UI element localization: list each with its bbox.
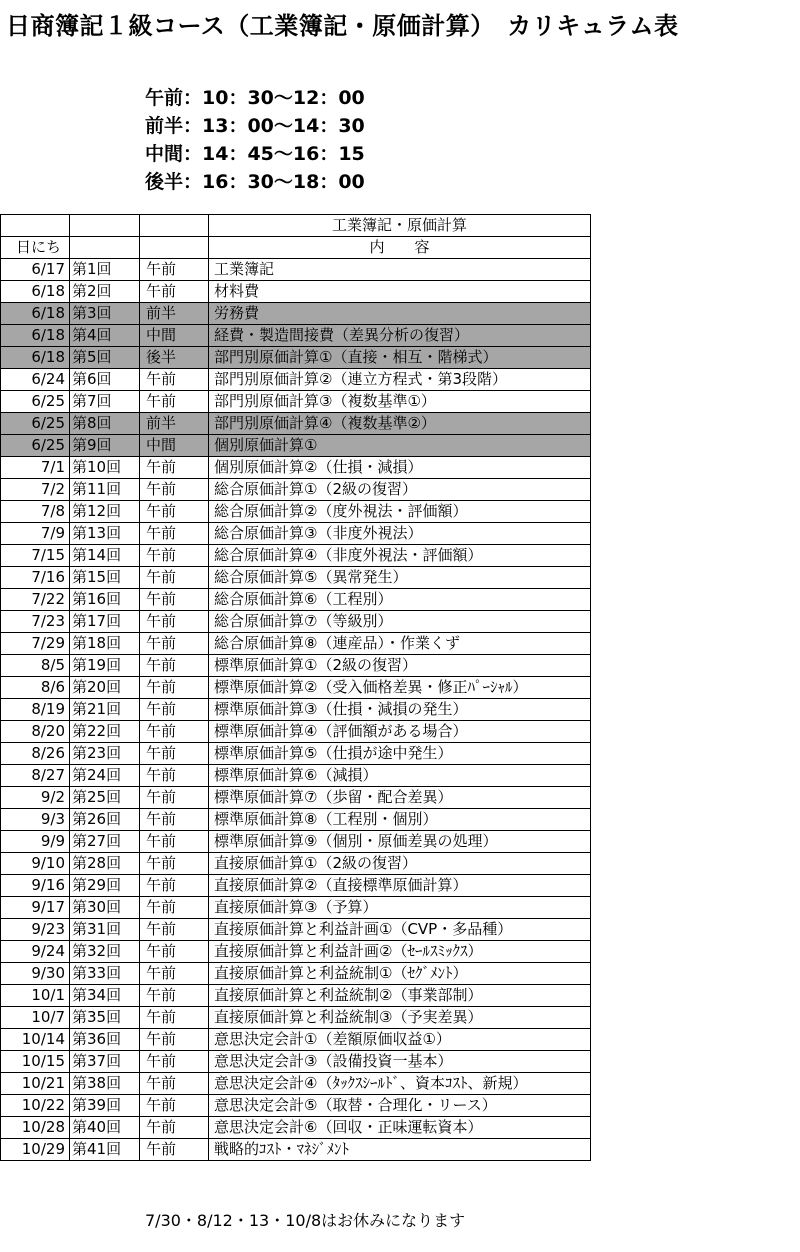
content-cell: 意思決定会計⑤（取替・合理化・リース） xyxy=(209,1095,591,1117)
date-cell: 9/23 xyxy=(1,919,70,941)
content-cell: 個別原価計算②（仕損・減損） xyxy=(209,457,591,479)
time-slot-cell: 午前 xyxy=(140,1117,209,1139)
session-number-cell: 第12回 xyxy=(70,501,140,523)
table-row xyxy=(1,875,591,897)
session-number-cell: 第8回 xyxy=(70,413,140,435)
session-number-cell: 第16回 xyxy=(70,589,140,611)
table-header-row xyxy=(1,237,591,259)
content-cell: 戦略的ｺｽﾄ・ﾏﾈｼﾞﾒﾝﾄ xyxy=(209,1139,591,1161)
time-slot-cell: 午前 xyxy=(140,743,209,765)
session-number-cell: 第18回 xyxy=(70,633,140,655)
session-number-cell: 第15回 xyxy=(70,567,140,589)
time-slot-cell: 午前 xyxy=(140,391,209,413)
table-row xyxy=(1,567,591,589)
date-cell: 8/5 xyxy=(1,655,70,677)
content-cell: 総合原価計算③（非度外視法） xyxy=(209,523,591,545)
date-cell: 6/18 xyxy=(1,325,70,347)
table-row xyxy=(1,1073,591,1095)
table-row xyxy=(1,501,591,523)
content-cell: 部門別原価計算④（複数基準②） xyxy=(209,413,591,435)
date-cell: 10/22 xyxy=(1,1095,70,1117)
session-number-cell: 第25回 xyxy=(70,787,140,809)
session-number-cell: 第19回 xyxy=(70,655,140,677)
table-row xyxy=(1,1139,591,1161)
table-row xyxy=(1,1095,591,1117)
content-cell: 材料費 xyxy=(209,281,591,303)
table-row xyxy=(1,677,591,699)
session-number-cell: 第28回 xyxy=(70,853,140,875)
table-row xyxy=(1,369,591,391)
time-slot-cell: 午前 xyxy=(140,1007,209,1029)
time-slot-cell: 午前 xyxy=(140,1073,209,1095)
session-number-cell: 第41回 xyxy=(70,1139,140,1161)
table-row xyxy=(1,633,591,655)
session-number-cell: 第29回 xyxy=(70,875,140,897)
content-cell: 標準原価計算⑨（個別・原価差異の処理） xyxy=(209,831,591,853)
time-slot-cell: 午前 xyxy=(140,1051,209,1073)
content-cell: 総合原価計算②（度外視法・評価額） xyxy=(209,501,591,523)
session-number-cell: 第17回 xyxy=(70,611,140,633)
header-empty-cell xyxy=(140,237,209,259)
table-row xyxy=(1,941,591,963)
table-header-top-row xyxy=(1,215,591,237)
time-slot-cell: 中間 xyxy=(140,435,209,457)
date-cell: 6/25 xyxy=(1,413,70,435)
date-cell: 6/25 xyxy=(1,391,70,413)
time-slot-cell: 午前 xyxy=(140,875,209,897)
table-row xyxy=(1,985,591,1007)
date-cell: 7/23 xyxy=(1,611,70,633)
table-row xyxy=(1,853,591,875)
session-number-cell: 第13回 xyxy=(70,523,140,545)
content-cell: 直接原価計算①（2級の復習） xyxy=(209,853,591,875)
time-slot-cell: 午前 xyxy=(140,1029,209,1051)
table-row xyxy=(1,281,591,303)
table-row xyxy=(1,1051,591,1073)
content-cell: 部門別原価計算①（直接・相互・階梯式） xyxy=(209,347,591,369)
curriculum-table xyxy=(0,214,591,1161)
date-cell: 7/1 xyxy=(1,457,70,479)
content-cell: 標準原価計算⑧（工程別・個別） xyxy=(209,809,591,831)
table-row xyxy=(1,457,591,479)
time-slot-cell: 午前 xyxy=(140,787,209,809)
time-slot-cell: 午前 xyxy=(140,809,209,831)
session-number-cell: 第37回 xyxy=(70,1051,140,1073)
session-number-cell: 第33回 xyxy=(70,963,140,985)
time-slot-cell: 午前 xyxy=(140,369,209,391)
table-row xyxy=(1,831,591,853)
session-number-cell: 第21回 xyxy=(70,699,140,721)
date-cell: 10/14 xyxy=(1,1029,70,1051)
content-cell: 直接原価計算と利益統制①（ｾｸﾞﾒﾝﾄ） xyxy=(209,963,591,985)
time-slot-cell: 午前 xyxy=(140,721,209,743)
session-number-cell: 第23回 xyxy=(70,743,140,765)
session-number-cell: 第14回 xyxy=(70,545,140,567)
date-cell: 10/7 xyxy=(1,1007,70,1029)
session-number-cell: 第7回 xyxy=(70,391,140,413)
time-slot-cell: 午前 xyxy=(140,281,209,303)
time-slot-second-half: 後半：16：30～18：00 xyxy=(145,171,365,193)
session-number-cell: 第31回 xyxy=(70,919,140,941)
content-cell: 標準原価計算⑤（仕損が途中発生） xyxy=(209,743,591,765)
content-cell: 経費・製造間接費（差異分析の復習） xyxy=(209,325,591,347)
table-row xyxy=(1,919,591,941)
content-cell: 直接原価計算と利益計画②（ｾｰﾙｽﾐｯｸｽ） xyxy=(209,941,591,963)
table-row xyxy=(1,1007,591,1029)
table-row xyxy=(1,897,591,919)
time-slot-morning: 午前：10：30～12：00 xyxy=(145,87,365,109)
session-number-cell: 第9回 xyxy=(70,435,140,457)
date-cell: 6/18 xyxy=(1,281,70,303)
header-empty-cell xyxy=(70,237,140,259)
content-cell: 部門別原価計算③（複数基準①） xyxy=(209,391,591,413)
time-slot-cell: 前半 xyxy=(140,413,209,435)
session-number-cell: 第5回 xyxy=(70,347,140,369)
session-number-cell: 第34回 xyxy=(70,985,140,1007)
session-number-cell: 第22回 xyxy=(70,721,140,743)
date-cell: 6/17 xyxy=(1,259,70,281)
table-row xyxy=(1,523,591,545)
session-number-cell: 第30回 xyxy=(70,897,140,919)
session-number-cell: 第10回 xyxy=(70,457,140,479)
time-slot-cell: 午前 xyxy=(140,1139,209,1161)
content-cell: 標準原価計算④（評価額がある場合） xyxy=(209,721,591,743)
session-number-cell: 第27回 xyxy=(70,831,140,853)
header-content: 内 容 xyxy=(209,237,591,259)
date-cell: 8/27 xyxy=(1,765,70,787)
time-slot-cell: 午前 xyxy=(140,259,209,281)
time-slot-cell: 午前 xyxy=(140,589,209,611)
time-slot-cell: 午前 xyxy=(140,611,209,633)
session-number-cell: 第40回 xyxy=(70,1117,140,1139)
table-row xyxy=(1,655,591,677)
content-cell: 総合原価計算①（2級の復習） xyxy=(209,479,591,501)
date-cell: 9/17 xyxy=(1,897,70,919)
table-row xyxy=(1,545,591,567)
content-cell: 直接原価計算と利益計画①（CVP・多品種） xyxy=(209,919,591,941)
time-slot-cell: 午前 xyxy=(140,633,209,655)
content-cell: 総合原価計算④（非度外視法・評価額） xyxy=(209,545,591,567)
date-cell: 7/16 xyxy=(1,567,70,589)
table-row xyxy=(1,1117,591,1139)
table-row xyxy=(1,611,591,633)
content-cell: 意思決定会計①（差額原価収益①） xyxy=(209,1029,591,1051)
table-row xyxy=(1,809,591,831)
holiday-note: 7/30・8/12・13・10/8はお休みになります xyxy=(145,1211,466,1230)
date-cell: 7/2 xyxy=(1,479,70,501)
date-cell: 9/2 xyxy=(1,787,70,809)
date-cell: 7/22 xyxy=(1,589,70,611)
table-row xyxy=(1,1029,591,1051)
time-slot-middle: 中間：14：45～16：15 xyxy=(145,143,365,165)
content-cell: 標準原価計算⑦（歩留・配合差異） xyxy=(209,787,591,809)
content-cell: 意思決定会計⑥（回収・正味運転資本） xyxy=(209,1117,591,1139)
content-cell: 標準原価計算①（2級の復習） xyxy=(209,655,591,677)
content-cell: 部門別原価計算②（連立方程式・第3段階） xyxy=(209,369,591,391)
session-number-cell: 第3回 xyxy=(70,303,140,325)
content-cell: 標準原価計算⑥（減損） xyxy=(209,765,591,787)
time-slot-cell: 午前 xyxy=(140,941,209,963)
date-cell: 9/24 xyxy=(1,941,70,963)
date-cell: 6/25 xyxy=(1,435,70,457)
time-slot-cell: 午前 xyxy=(140,567,209,589)
time-slot-cell: 後半 xyxy=(140,347,209,369)
date-cell: 10/28 xyxy=(1,1117,70,1139)
header-empty-cell xyxy=(140,215,209,237)
table-row xyxy=(1,325,591,347)
time-slot-cell: 午前 xyxy=(140,655,209,677)
header-date: 日にち xyxy=(1,237,70,259)
table-row xyxy=(1,721,591,743)
time-slot-cell: 中間 xyxy=(140,325,209,347)
table-row xyxy=(1,699,591,721)
table-row xyxy=(1,303,591,325)
time-slot-first-half: 前半：13：00～14：30 xyxy=(145,115,365,137)
content-cell: 工業簿記 xyxy=(209,259,591,281)
time-slot-cell: 午前 xyxy=(140,1095,209,1117)
date-cell: 9/3 xyxy=(1,809,70,831)
time-slot-cell: 午前 xyxy=(140,677,209,699)
table-row xyxy=(1,743,591,765)
session-number-cell: 第39回 xyxy=(70,1095,140,1117)
session-number-cell: 第6回 xyxy=(70,369,140,391)
time-slot-cell: 午前 xyxy=(140,919,209,941)
content-cell: 総合原価計算⑦（等級別） xyxy=(209,611,591,633)
time-slot-cell: 午前 xyxy=(140,457,209,479)
header-empty-cell xyxy=(70,215,140,237)
time-slot-cell: 午前 xyxy=(140,853,209,875)
header-subject: 工業簿記・原価計算 xyxy=(209,215,591,237)
table-row xyxy=(1,765,591,787)
time-slot-cell: 午前 xyxy=(140,479,209,501)
date-cell: 9/30 xyxy=(1,963,70,985)
session-number-cell: 第36回 xyxy=(70,1029,140,1051)
content-cell: 直接原価計算と利益統制②（事業部制） xyxy=(209,985,591,1007)
time-slot-cell: 午前 xyxy=(140,699,209,721)
content-cell: 直接原価計算③（予算） xyxy=(209,897,591,919)
content-cell: 意思決定会計③（設備投資一基本） xyxy=(209,1051,591,1073)
date-cell: 6/18 xyxy=(1,303,70,325)
table-row xyxy=(1,259,591,281)
session-number-cell: 第2回 xyxy=(70,281,140,303)
table-row xyxy=(1,435,591,457)
time-schedule xyxy=(145,84,365,196)
content-cell: 労務費 xyxy=(209,303,591,325)
session-number-cell: 第32回 xyxy=(70,941,140,963)
session-number-cell: 第4回 xyxy=(70,325,140,347)
time-slot-cell: 午前 xyxy=(140,831,209,853)
date-cell: 9/9 xyxy=(1,831,70,853)
table-row xyxy=(1,963,591,985)
content-cell: 直接原価計算②（直接標準原価計算） xyxy=(209,875,591,897)
time-slot-cell: 前半 xyxy=(140,303,209,325)
content-cell: 直接原価計算と利益統制③（予実差異） xyxy=(209,1007,591,1029)
time-slot-cell: 午前 xyxy=(140,985,209,1007)
date-cell: 7/15 xyxy=(1,545,70,567)
table-row xyxy=(1,413,591,435)
date-cell: 7/8 xyxy=(1,501,70,523)
date-cell: 8/19 xyxy=(1,699,70,721)
table-row xyxy=(1,479,591,501)
date-cell: 10/21 xyxy=(1,1073,70,1095)
date-cell: 9/16 xyxy=(1,875,70,897)
date-cell: 8/26 xyxy=(1,743,70,765)
session-number-cell: 第35回 xyxy=(70,1007,140,1029)
date-cell: 10/15 xyxy=(1,1051,70,1073)
content-cell: 標準原価計算③（仕損・減損の発生） xyxy=(209,699,591,721)
session-number-cell: 第1回 xyxy=(70,259,140,281)
session-number-cell: 第20回 xyxy=(70,677,140,699)
date-cell: 6/24 xyxy=(1,369,70,391)
date-cell: 7/29 xyxy=(1,633,70,655)
session-number-cell: 第11回 xyxy=(70,479,140,501)
table-row xyxy=(1,787,591,809)
time-slot-cell: 午前 xyxy=(140,897,209,919)
date-cell: 8/6 xyxy=(1,677,70,699)
content-cell: 意思決定会計④（ﾀｯｸｽｼｰﾙﾄﾞ、資本ｺｽﾄ、新規） xyxy=(209,1073,591,1095)
header-empty-cell xyxy=(1,215,70,237)
table-row xyxy=(1,589,591,611)
session-number-cell: 第38回 xyxy=(70,1073,140,1095)
content-cell: 総合原価計算⑥（工程別） xyxy=(209,589,591,611)
table-row xyxy=(1,347,591,369)
session-number-cell: 第26回 xyxy=(70,809,140,831)
date-cell: 9/10 xyxy=(1,853,70,875)
date-cell: 7/9 xyxy=(1,523,70,545)
page-title: 日商簿記１級コース（工業簿記・原価計算） カリキュラム表 xyxy=(6,12,679,40)
content-cell: 標準原価計算②（受入価格差異・修正ﾊﾟｰｼｬﾙ） xyxy=(209,677,591,699)
content-cell: 総合原価計算⑧（連産品）・作業くず xyxy=(209,633,591,655)
content-cell: 個別原価計算① xyxy=(209,435,591,457)
time-slot-cell: 午前 xyxy=(140,501,209,523)
date-cell: 10/29 xyxy=(1,1139,70,1161)
table-row xyxy=(1,391,591,413)
date-cell: 8/20 xyxy=(1,721,70,743)
session-number-cell: 第24回 xyxy=(70,765,140,787)
date-cell: 10/1 xyxy=(1,985,70,1007)
time-slot-cell: 午前 xyxy=(140,523,209,545)
time-slot-cell: 午前 xyxy=(140,545,209,567)
time-slot-cell: 午前 xyxy=(140,963,209,985)
date-cell: 6/18 xyxy=(1,347,70,369)
content-cell: 総合原価計算⑤（異常発生） xyxy=(209,567,591,589)
time-slot-cell: 午前 xyxy=(140,765,209,787)
